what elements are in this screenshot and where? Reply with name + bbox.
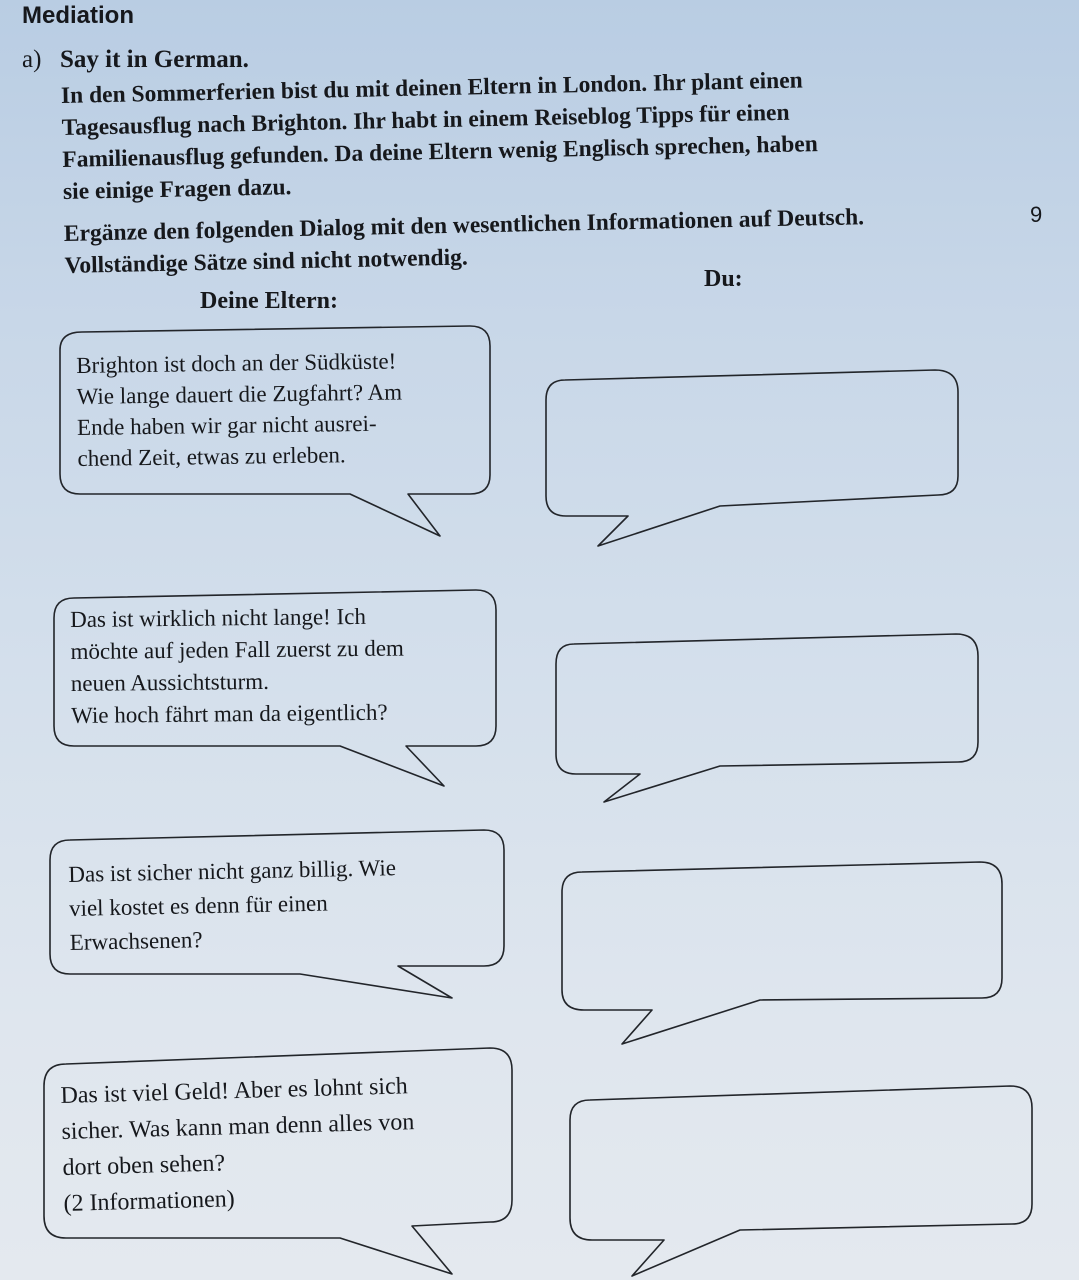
intro-line: In den Sommerferien bist du mit deinen Eltern in London. Ihr plant einen bbox=[60, 67, 804, 109]
question-line: (2 Informationen) bbox=[63, 1186, 236, 1217]
answer-field-3[interactable] bbox=[582, 892, 982, 992]
answer-field-2[interactable] bbox=[574, 664, 954, 754]
question-line: chend Zeit, etwas zu erleben. bbox=[77, 442, 346, 471]
points-value: 9 bbox=[1030, 202, 1043, 227]
parents-question-2 bbox=[70, 601, 405, 732]
instruction-line: Vollständige Sätze sind nicht notwendig. bbox=[64, 244, 469, 279]
question-line: Wie lange dauert die Zugfahrt? Am bbox=[76, 379, 403, 409]
parents-question-3 bbox=[68, 851, 398, 960]
question-line: möchte auf jeden Fall zuerst zu dem bbox=[70, 635, 405, 664]
question-line: dort oben sehen? bbox=[62, 1150, 226, 1181]
question-line: neuen Aussichtsturm. bbox=[70, 668, 269, 696]
question-line: Erwachsenen? bbox=[69, 927, 203, 955]
question-line: Wie hoch fährt man da eigentlich? bbox=[71, 699, 388, 728]
parents-column-header: Deine Eltern: bbox=[200, 288, 338, 314]
parents-question-4 bbox=[60, 1068, 417, 1222]
you-column-header: Du: bbox=[704, 266, 743, 292]
intro-line: sie einige Fragen dazu. bbox=[62, 174, 292, 205]
question-line: Das ist wirklich nicht lange! Ich bbox=[70, 603, 367, 632]
answer-field-1[interactable] bbox=[566, 400, 936, 490]
question-line: Brighton ist doch an der Südküste! bbox=[76, 348, 397, 378]
section-heading: Mediation bbox=[22, 2, 134, 29]
question-line: Das ist viel Geld! Aber es lohnt sich bbox=[60, 1073, 409, 1109]
question-line: viel kostet es denn für einen bbox=[68, 890, 328, 921]
instruction-line: Ergänze den folgenden Dialog mit den wesentlichen Informationen auf Deutsch. bbox=[63, 204, 865, 247]
question-line: sicher. Was kann man denn alles von bbox=[61, 1109, 415, 1145]
intro-line: Tagesausflug nach Brighton. Ihr habt in einem Reiseblog Tipps für einen bbox=[61, 99, 790, 141]
task-title: Say it in German. bbox=[60, 46, 249, 73]
question-line: Ende haben wir gar nicht ausrei- bbox=[76, 410, 377, 440]
intro-line: Familienausflug gefunden. Da deine Eltern wenig Englisch sprechen, haben bbox=[62, 131, 819, 173]
parents-question-1 bbox=[76, 345, 403, 474]
task-label: a) bbox=[22, 46, 42, 73]
answer-field-4[interactable] bbox=[590, 1118, 1010, 1218]
question-line: Das ist sicher nicht ganz billig. Wie bbox=[68, 855, 397, 887]
